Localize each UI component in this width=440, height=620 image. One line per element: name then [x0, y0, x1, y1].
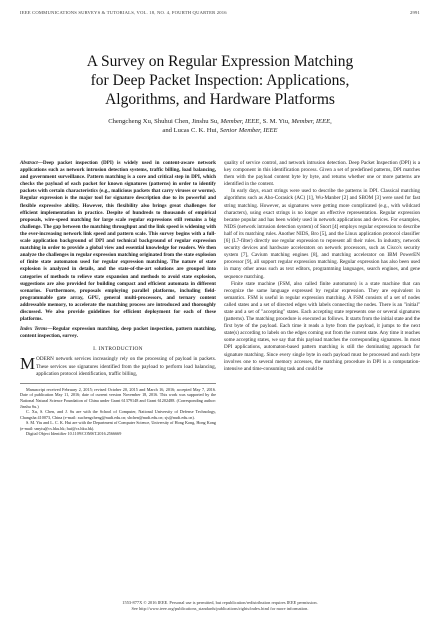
authors-line-1-end: , [330, 118, 332, 125]
copyright-line: 1553-877X © 2016 IEEE. Personal use is permitted, but republication/redistribution requires IEEE permission. [122, 600, 318, 605]
running-header [20, 10, 420, 15]
section-number: I. I [93, 346, 101, 353]
abstract-label: Abstract [20, 160, 38, 166]
journal-header: IEEE COMMUNICATIONS SURVEYS & TUTORIALS, VOL. 18, NO. 4, FOURTH QUARTER 2016 [20, 10, 227, 15]
right-column [224, 160, 420, 373]
page-number: 2991 [410, 10, 420, 15]
left-column [20, 160, 216, 437]
index-terms-text: —Regular expression matching, deep packet inspection, pattern matching, content inspection, survey. [20, 326, 217, 340]
section-heading-introduction [20, 346, 216, 353]
author-names-2: , S. M. Yiu, [259, 118, 292, 125]
copyright-footer [0, 600, 440, 612]
authors-line-2 [0, 126, 440, 135]
author-role-1: Member, IEEE [220, 118, 260, 125]
title-line-3: Algorithms, and Hardware Platforms [105, 91, 335, 108]
author-names-3: and Lucas C. K. Hui, [162, 127, 220, 134]
index-terms-label: Index Terms [20, 326, 48, 333]
author-list [0, 117, 440, 135]
author-names-1: Chengcheng Xu, Shuhui Chen, Jinshu Su, [108, 118, 221, 125]
footnote-affiliation-2: S. M. Yiu and L. C. K. Hui are with the Department of Computer Science, University of Hong Kong, Hong Kong (e-mail: smyiu@cs.hku.hk; hui@cs.hku.hk). [20, 420, 216, 431]
section-title: NTRODUCTION [100, 346, 143, 353]
author-role-3: Senior Member, IEEE [219, 127, 278, 134]
intro-lead-word: ODERN [36, 356, 54, 363]
body-paragraph-3: Finite state machine (FSM, also called finite automaton) is a state machine that can recognize the same language expressed by regular expression. They are equivalent in semantics. FSM is useful in regular expression matching. A FSM consists of a set of nodes called states and a set of directed edges with labels connecting the nodes. There is an "initial" state and a set of "accepting" states. Each accepting state represents one or several signatures (patterns). The matching procedure is executed as follows. It starts from the initial state and the first byte of the payload. Each time it reads a byte from the payload, it jumps to the next state(s) according to labels on the edges coming out from the current state. Any time it reaches some accepting states, we say that this payload matches the corresponding signatures. In most DPI applications, automaton-based pattern matching is still the dominating approach for signature matching. Since every single byte in each payload must be processed and each byte involves one to several memory accesses, the matching procedure in DPI is a computation-intensive and time-consuming task and could be [224, 280, 420, 372]
footnote-affiliation-1: C. Xu, S. Chen, and J. Su are with the School of Computer, National University of Defense Technology, Changsha 410073, China (e-mail: xuchengcheng@nudt.edu.cn; shchen@nudt.edu.cn; sjs@nudt.edu.cn). [20, 409, 216, 420]
paper-title [0, 52, 440, 109]
intro-paragraph [20, 356, 216, 377]
abstract [20, 160, 216, 323]
footnote-doi: Digital Object Identifier 10.1109/COMST.2016.2566669 [26, 431, 122, 437]
drop-cap: M [20, 354, 36, 374]
title-line-2: for Deep Packet Inspection: Applications, [90, 72, 350, 89]
title-line-1: A Survey on Regular Expression Matching [86, 53, 354, 70]
authors-line-1 [0, 117, 440, 126]
body-paragraph-2: In early days, exact strings were used to describe the patterns in DPI. Classical matching algorithms such as Aho-Corasick (AC) [1], Wu-Manber [2] and SBOM [3] were used for fast string matching. However, as signatures were getting more complicated (e.g., with wildcard characters), using exact strings is no longer an effective representation. Regular expression became popular and has been widely used in network applications and devices. For examples, NIDS (network intrusion detection system) of Snort [4] employs regular expression to describe half of its matching rules. Another NIDS, Bro [5], and the Linux application protocol classifier [6] (L7-filter) directly use regular expression to represent all their rules. In industry, network security devices and hardware accelerators on network processors, such as Cisco's security system [7], Cavium matching engines [8], and matching accelerator on IBM PowerEN processor [9], all support regular expression matching. Regular expression has also been used in many other areas such as text editors, programming languages, search engines, and gene sequence matching. [224, 188, 420, 280]
index-terms [20, 326, 216, 340]
author-role-2: Member, IEEE [291, 118, 331, 125]
footnotes [20, 383, 216, 437]
body-paragraph-1: quality of service control, and network intrusion detection. Deep Packet Inspection (DPI) is a key component in this identification process. Given a set of predefined patterns, DPI matches them with the payload content byte by byte, and returns whether one or more patterns are identified in the content. [224, 160, 420, 188]
footnote-received: Manuscript received February 2, 2015; revised October 20, 2015 and March 16, 2016; accepted May 7, 2016. Date of publication May 11, 2016; date of current version November 18, 2016. This work was supported by the National Natural Science Foundation of China under Grant 61379148 and Grant 61202488. (Corresponding author: Jinshu Su.) [20, 386, 216, 409]
permissions-line: See http://www.ieee.org/publications_standards/publications/rights/index.html for more information. [131, 606, 309, 611]
intro-text: network services increasingly rely on the processing of payload in packets. These services use signatures identified from the payload to perform load balancing, application protocol identification, traffic billing, [36, 356, 216, 377]
abstract-text: —Deep packet inspection (DPI) is widely used in content-aware network applications such as network intrusion detection systems, traffic billing, load balancing, and government surveillance. Pattern matching is a core and critical step in DPI, which checks the payload of each packet for known signatures (patterns) in order to identify packets with certain characteristics (e.g., malicious packets that carry viruses or worms). Regular expression is the major tool for signature description due to its powerful and flexible expressive ability. However, this flexibility also brings great challenges for efficient implementation in practice. Despite of hundreds to thousands of empirical proposals, wire-speed matching for large scale regular expressions still remains a big challenge. The gap between the matching throughput and the link speed is widening with the ever-increasing network link speed and pattern scale. This survey begins with a full-scale application background of DPI and technical background of regular expression matching in order to provide a global view and essential knowledge for readers. We then analyze the challenges in regular expression matching originated from the state explosion of finite state automaton used for regular expression matching. The nature of state explosion is analyzed in details, and the state-of-the-art solutions are grouped into categories of methods to relieve state expansion and methods to avoid state explosion, suggestions are also provided for building compact and efficient automata in different scenarios. Furthermore, proposals employing parallel platforms, including field-programmable gate array, GPU, general multi-processors, and ternary content addressable memory, to accelerate the matching process are introduced and thoroughly discussed. We also provide guidelines for efficient deployment for each of these platforms. [20, 160, 216, 323]
